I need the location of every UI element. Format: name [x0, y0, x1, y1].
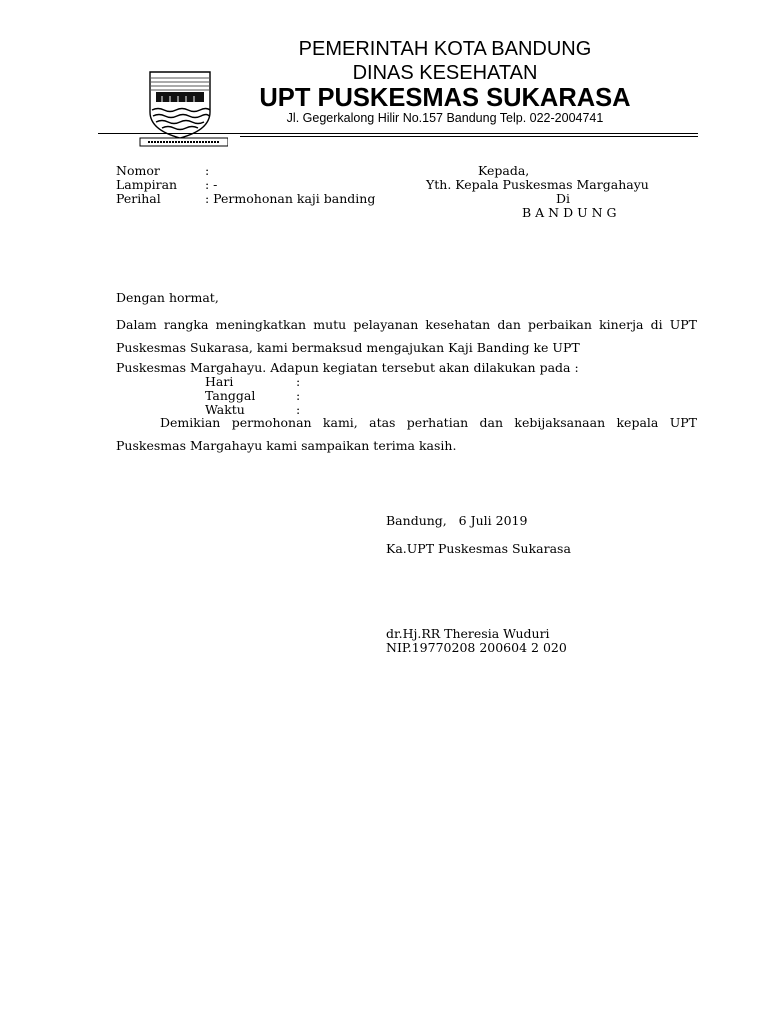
signature-place-date: Bandung, 6 Juli 2019 [386, 513, 528, 528]
lampiran-label: Lampiran [116, 177, 178, 192]
closing-line-2: Puskesmas Margahayu kami sampaikan terima kasih. [116, 438, 457, 453]
letterhead-department: DINAS KESEHATAN [352, 62, 538, 84]
signature-position: Ka.UPT Puskesmas Sukarasa [386, 541, 571, 556]
letterhead-divider-thin [240, 136, 698, 137]
letterhead-address: Jl. Gegerkalong Hilir No.157 Bandung Telp. 022-2004741 [286, 111, 604, 125]
closing-line-1: Demikian permohonan kami, atas perhatian dan kebijaksanaan kepala UPT [160, 415, 697, 430]
city-emblem-logo [138, 68, 228, 148]
nomor-label: Nomor [116, 163, 160, 178]
body-paragraph-last: Puskesmas Margahayu. Adapun kegiatan tersebut akan dilakukan pada : [116, 360, 579, 375]
schedule-tanggal-sep: : [296, 388, 301, 403]
schedule-waktu-sep: : [296, 402, 301, 417]
body-paragraph: Dalam rangka meningkatkan mutu pelayanan kesehatan dan perbaikan kinerja di UPT Puskesmas Sukarasa, kami bermaksud mengajukan Kaji Banding ke UPT [116, 317, 697, 355]
letterhead-institution: UPT PUSKESMAS SUKARASA [259, 84, 631, 112]
schedule-tanggal-label: Tanggal [205, 388, 256, 403]
recipient-di: Di [556, 191, 571, 206]
perihal-label: Perihal [116, 191, 161, 206]
greeting: Dengan hormat, [116, 290, 219, 305]
letterhead-government: PEMERINTAH KOTA BANDUNG [298, 38, 592, 60]
perihal-value: : Permohonan kaji banding [205, 191, 376, 206]
letterhead-divider [98, 133, 698, 134]
recipient-city: B A N D U N G [522, 205, 617, 220]
recipient-kepada: Kepada, [478, 163, 530, 178]
lampiran-value: : - [205, 177, 218, 192]
schedule-waktu-label: Waktu [205, 402, 245, 417]
schedule-hari-label: Hari [205, 374, 234, 389]
nomor-value: : [205, 163, 210, 178]
signature-nip: NIP.19770208 200604 2 020 [386, 640, 567, 655]
signature-name: dr.Hj.RR Theresia Wuduri [386, 626, 550, 641]
schedule-hari-sep: : [296, 374, 301, 389]
recipient-yth: Yth. Kepala Puskesmas Margahayu [426, 177, 649, 192]
